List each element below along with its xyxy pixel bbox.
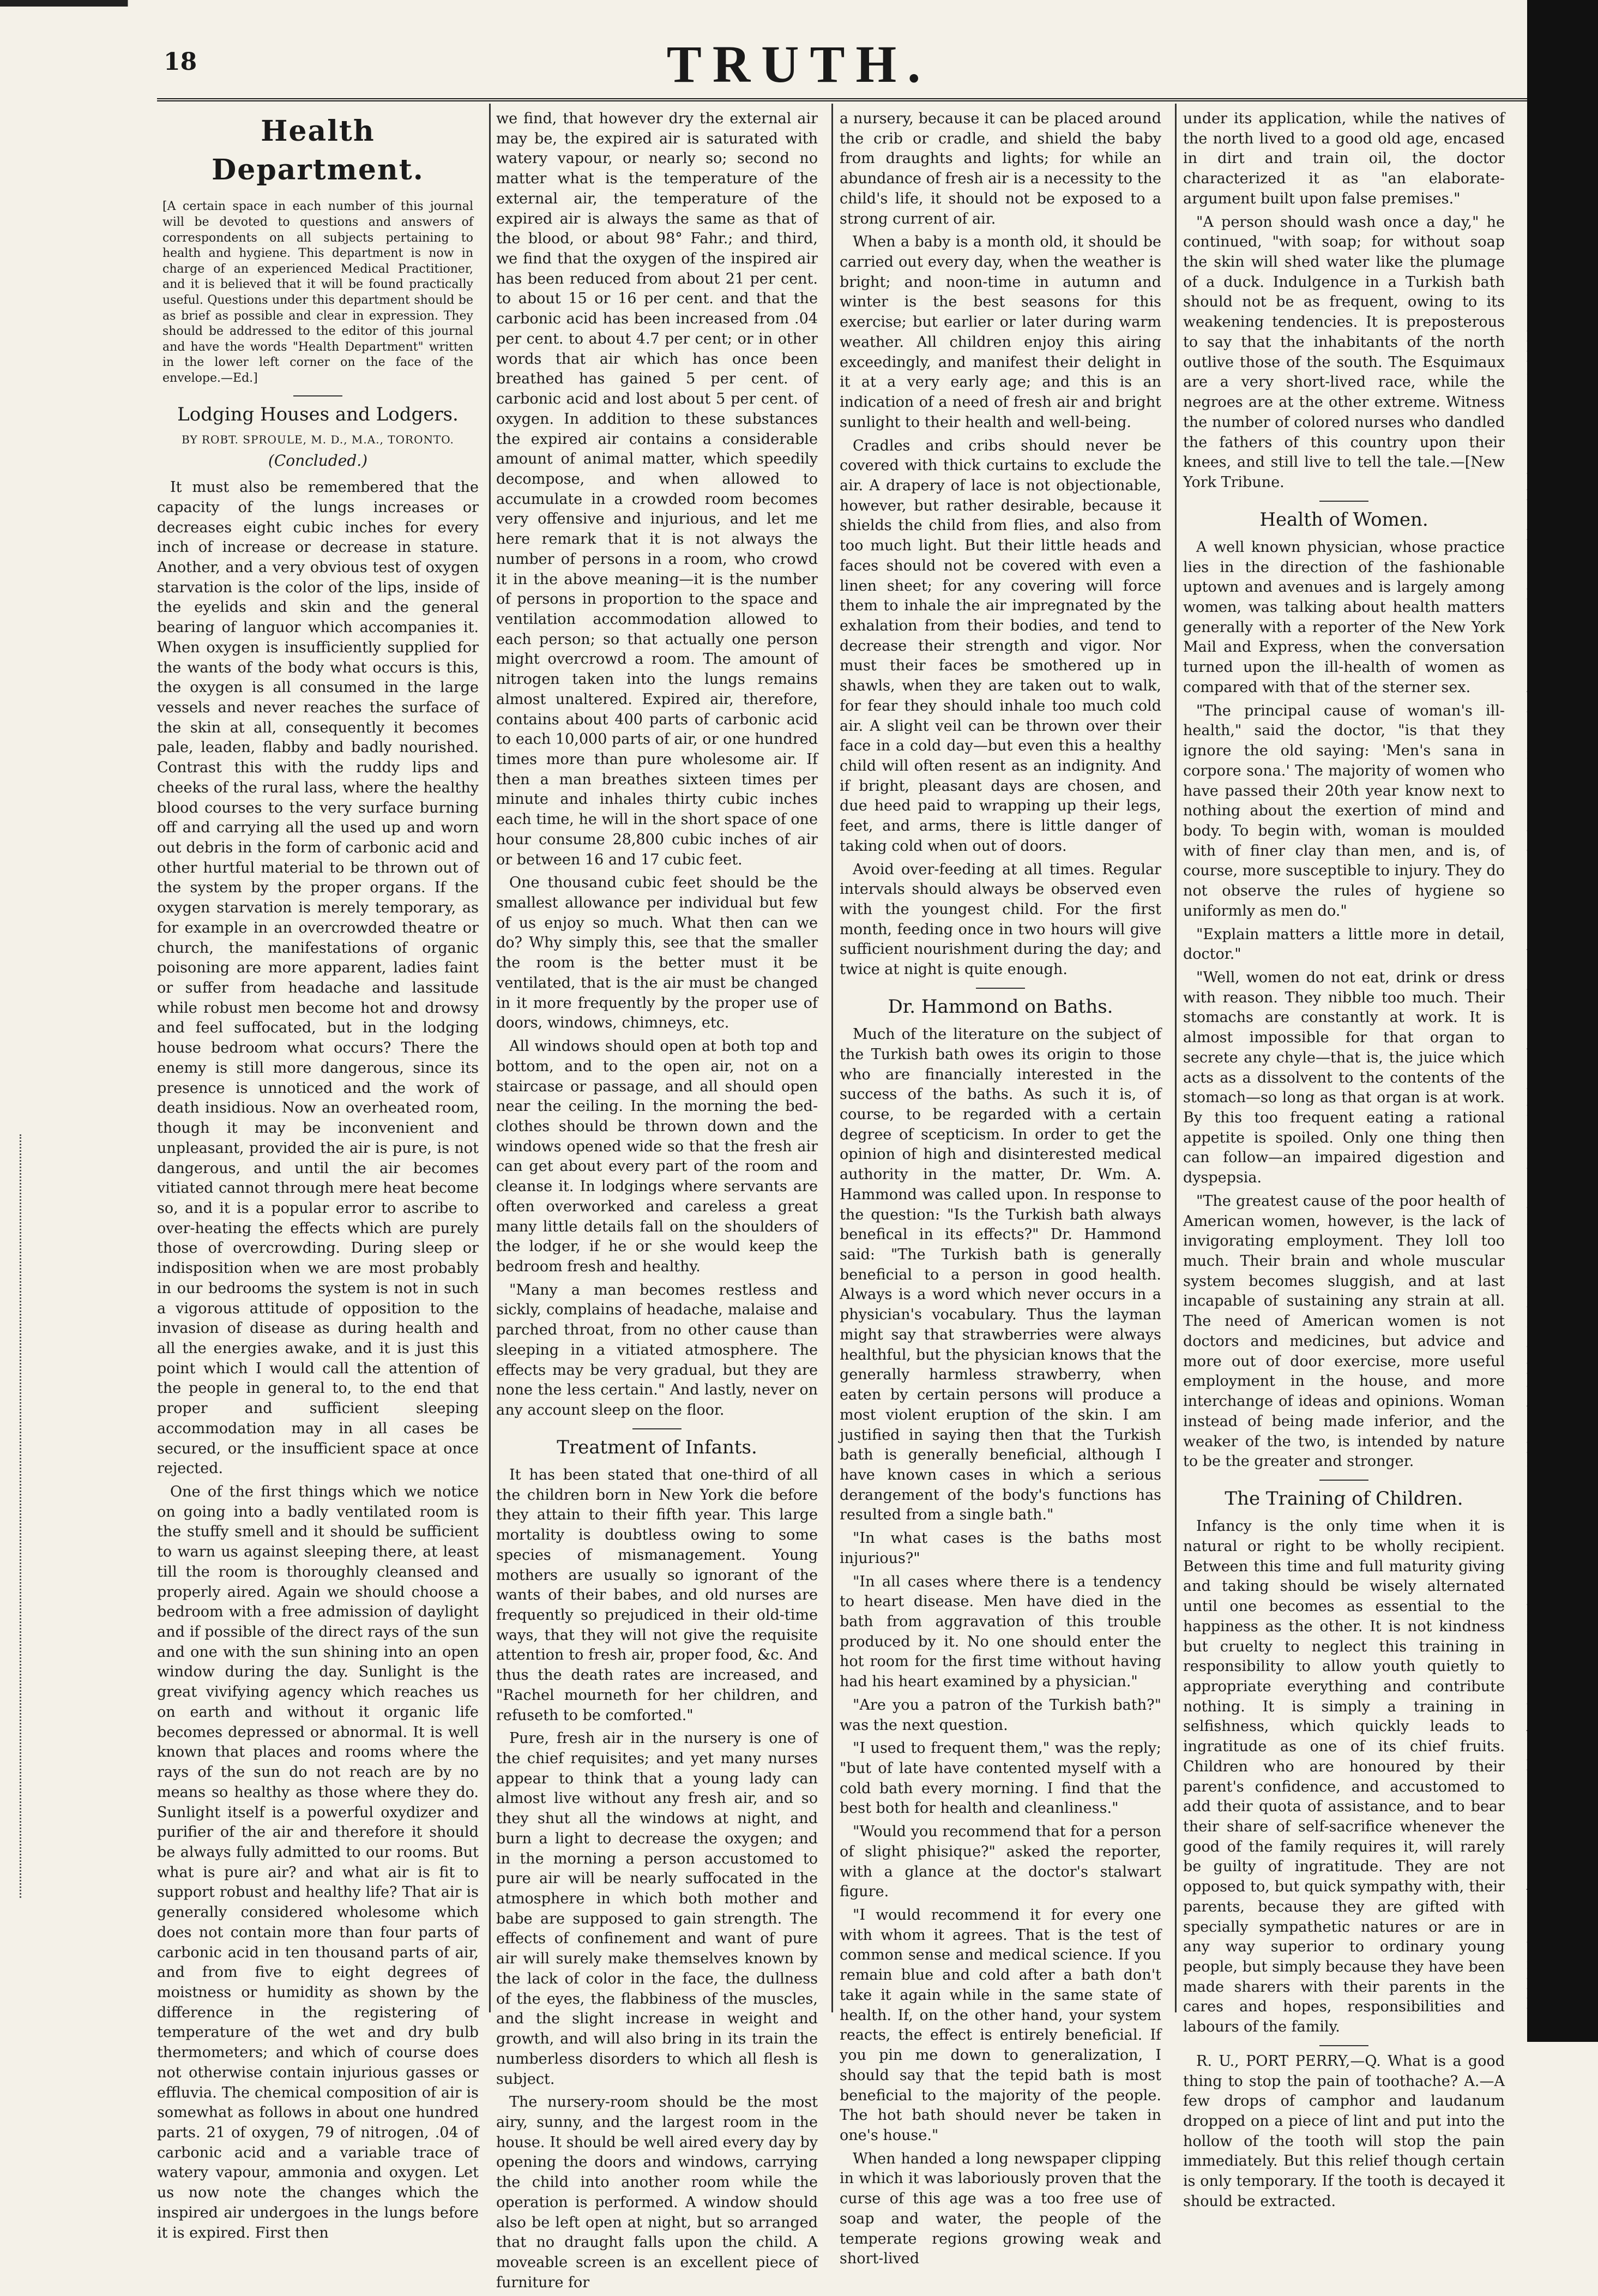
column-4 [1183,109,1505,2215]
paragraph: "Explain matters a little more in detail, doctor." [1183,925,1505,963]
paragraph: It has been stated that one-third of all the children born in New York die before they attain to their fifth year. This large mortality is doubtless owing to some species of mismanagement. Young mothers are usually so ignorant of the wants of their babes, and old nurses are frequently so prejudiced in their old-time ways, that they will not give the requisite attention to fresh air, proper food, &c. And thus the death rates are increased, and "Rachel mourneth for her children, and refuseth to be comforted." [496,1466,818,1724]
paragraph: Much of the literature on the subject of the Turkish bath owes its origin to those who are financially interested in the success of the baths. As such it is, of course, to be regarded with a certain degree of scepticism. In order to get the opinion of high and disinterested medical authority in the matter, Dr. Wm. A. Hammond was called upon. In response to the question: "Is the Turkish bath always benefical in its effects?" Dr. Hammond said: "The Turkish bath is generally beneficial to a person in good health. Always is a word which never occurs in a physician's vocabulary. Thus the layman might say that strawberries were always healthful, but the physician knows that the generally harmless strawberry, when eaten by certain persons will produce a most violent eruption of the skin. I am justified in saying then that the Turkish bath is generally beneficial, although I have known cases in which a serious derangement of the body's functions has resulted from a single bath." [840,1026,1161,1524]
paragraph: "In all cases where there is a tendency to heart disease. Men have died in the bath from aggravation of this trouble produced by it. No one should enter the hot room for the first time without having had his heart examined by a physician." [840,1573,1161,1691]
section-divider [1319,2045,1368,2046]
page-number: 18 [164,48,197,76]
article-title: Dr. Hammond on Baths. [888,995,1113,1018]
department-title: Health Department. [212,115,424,187]
header-rule [157,98,1553,101]
article-title: Treatment of Infants. [557,1436,757,1458]
column-2 [496,109,818,2296]
section-divider [632,1428,682,1429]
masthead: TRUTH. [666,35,932,93]
paragraph: "Well, women do not eat, drink or dress with reason. They nibble too much. Their stomachs are constantly at work. It is almost impossible for that organ to secrete any chyle—that is, the juice which acts as a dissolvent to the contents of the stomach—so long as that organ is at work. By this too frequent eating a rational appetite is spoiled. Only one thing then can follow—an impaired digestion and dyspepsia. [1183,969,1505,1187]
paragraph: "I would recommend it for every one with whom it agrees. That is the test of common sense and medical science. If you remain blue and cold after a bath don't take it again while in the same state of health. If, on the other hand, your system reacts, the effect is entirely beneficial. If you pin me down to generalization, I should say that the tepid bath is most beneficial to the majority of the people. The hot bath should never be taken in one's house." [840,1907,1161,2144]
paragraph: "A person should wash once a day," he continued, "with soap; for without soap the skin will shed water like the plumage of a duck. Indulgence in a Turkish bath should not be as frequent, owing to its weakening tendencies. It is preposterous to say that the inhabitants of the north outlive those of the south. The Esquimaux are a very short-lived race, while the negroes are at the other extreme. Witness the number of colored nurses who dandled the fathers of this country upon their knees, and still live to tell the tale.—[New York Tribune. [1183,213,1505,491]
paragraph: "I used to frequent them," was the reply; "but of late have contented myself with a cold bath every morning. I find that the best both for health and cleanliness." [840,1740,1161,1817]
paragraph: Cradles and cribs should never be covered with thick curtains to exclude the air. A drapery of lace is not objectionable, however, but rather desirable, because it shields the child from flies, and also from too much light. But their little heads and faces should not be covered with even a linen sheet; for any covering will force them to inhale the air impregnated by the exhalation from their bodies, and tend to decrease their strength and vigor. Nor must their faces be smothered up in shawls, when they are taken out to walk, for fear they should inhale too much cold air. A slight veil can be thrown over their face in a cold day—but even this a healthy child will often resent as an indignity. And if bright, pleasant days are chosen, and due heed paid to wrapping up their legs, feet, and arms, there is little danger of taking cold when out of doors. [840,437,1161,855]
qa-entry: R. U., PORT PERRY,—Q. What is a good thing to stop the pain of toothache? A.—A few drops of camphor and laudanum dropped on a piece of lint and put into the hollow of the tooth will stop the pain immediately. But this relief though certain is only temporary. If the tooth is decayed it should be extracted. [1183,2052,1505,2210]
paragraph: "Are you a patron of the Turkish bath?" was the next question. [840,1696,1161,1734]
top-edge-strip [0,0,1598,7]
paragraph: When a baby is a month old, it should be carried out every day, when the weather is bright; and noon-time in autumn and winter is the best seasons for this exercise; but earlier or later during warm weather. All children enjoy this airing exceedingly, and manifest their delight in it at a very early age; and this is an indication of a need of fresh air and bright sunlight to their health and well-being. [840,233,1161,431]
section-divider [293,395,342,396]
column-rule [489,104,491,2012]
page-gutter-shadow [1527,0,1598,2042]
paragraph: Infancy is the only time when it is natural or right to be wholly recipient. Between this time and full maturity giving and taking should be wisely alternated until one becomes as essential to the happiness as the other. It is not kindness but cruelty to neglect this training in responsibility to allow youth quietly to appropriate everything and contribute nothing. It is simply a training in selfishness, which quickly leads to ingratitude as one of its chief fruits. Children who are honoured by their parent's confidence, and accustomed to add their quota of assistance, and to bear their share of self-sacrifice whenever the good of the family requires it, will rarely be guilty of ingratitude. They are not opposed to, but quick sympathy with, their parents, because they are gifted with specially sympathetic natures or are in any way superior to ordinary young people, but simply because they have been made sharers with their parents in the cares and hopes, responsibilities and labours of the family. [1183,1518,1505,2036]
section-divider [976,988,1025,989]
paragraph: The nursery-room should be the most airy, sunny, and the largest room in the house. It should be well aired every day by opening the doors and windows, carrying the child into another room while the operation is performed. A window should also be left open at night, but so arranged that no draught falls upon the child. A moveable screen is an excellent piece of furniture for [496,2094,818,2291]
paragraph: we find, that however dry the external air may be, the expired air is saturated with watery vapour, or nearly so; second no matter what is the temperature of the external air, the temperature of the expired air is always the same as that of the blood, or about 98° Fahr.; and third, we find that the oxygen of the inspired air has been reduced from about 21 per cent. to about 15 or 16 per cent. and that the carbonic acid has been increased from .04 per cent. to about 4.7 per cent; or in other words that air which has once been breathed has gained 5 per cent. of carbonic acid and lost about 5 per cent. of oxygen. In addition to these substances the expired air contains a considerable amount of animal matter, which speedily decompose, and when allowed to accumulate in a crowded room becomes very offensive and injurious, and let me here remark that it is not always the number of persons in a room, who crowd it in the above meaning—it is the number of persons in proportion to the space and ventilation accommodation allowed to each person; so that actually one person might overcrowd a room. The amount of nitrogen taken into the lungs remains almost unaltered. Expired air, therefore, contains about 400 parts of carbonic acid to each 10,000 parts of air, or one hundred times more than pure wholesome air. If then a man breathes sixteen times per minute and inhales thirty cubic inches each time, he will in the short space of one hour consume 28,800 cubic inches of air or between 16 and 17 cubic feet. [496,110,818,868]
section-divider [1319,1480,1368,1481]
margin-marks [20,1134,27,1898]
paragraph: One thousand cubic feet should be the smallest allowance per individual but few of us enjoy so much. What then can we do? Why simply this, see that the smaller the room is the better must it be ventilated, that is the air must be changed in it more frequently by the proper use of doors, windows, chimneys, etc. [496,874,818,1032]
column-3 [840,109,1161,2273]
paragraph: "In what cases is the baths most injurious?" [840,1530,1161,1567]
column-rule [1175,104,1177,2012]
column-rule [831,104,833,2012]
article-title: Health of Women. [1259,508,1428,531]
paragraph: All windows should open at both top and bottom, and to the open air, not on a staircase or passage, and all should open near the ceiling. In the morning the bed-clothes should be thrown down and the windows opened wide so that the fresh air can get about every part of the room and cleanse it. In lodgings where servants are often overworked and careless a great many little details fall on the shoulders of the lodger, if he or she would keep the bedroom fresh and healthy. [496,1038,818,1275]
paragraph: "The greatest cause of the poor health of American women, however, is the lack of invigorating employment. They loll too much. Their brain and whole muscular system becomes sluggish, and at last incapable of sustaining any strain at all. The need of American women is not doctors and medicines, but advice and more out of door exercise, more useful employment in the house, and more interchange of ideas and opinions. Woman instead of being made inferior, and the weaker of the two, is intended by nature to be the greater and stronger. [1183,1192,1505,1470]
paragraph: "Would you recommend that for a person of slight phisique?" asked the reporter, with a glance at the doctor's stalwart figure. [840,1823,1161,1901]
editor-note: [A certain space in each number of this journal will be devoted to questions and answers of correspondents on all subjects pertaining to health and hygiene. This department is now in charge of an experienced Medical Practitioner, and it is believed that it will be found practically useful. Questions under this department should be as brief as possible and clear in expression. They should be addressed to the editor of this journal and have the words "Health Department" written in the lower left corner on the face of the envelope.—Ed.] [162,200,473,385]
concluded-note: (Concluded.) [268,451,368,470]
paragraph: "The principal cause of woman's ill-health," said the doctor, "is that they ignore the old saying: 'Men's sana in corpore sona.' The majority of women who have passed their 20th year know next to nothing about the exertion of mind and body. To begin with, woman is moulded with of finer clay than men, and is, of course, more susceptible to injury. They do not observe the rules of hygiene so uniformly as men do." [1183,702,1505,919]
paragraph: It must also be remembered that the capacity of the lungs increases or decreases eight cubic inches for every inch of increase or decrease in stature. Another, and a very obvious test of oxygen starvation is the color of the lips, inside of the eyelids and skin and the general bearing of languor which accompanies it. When oxygen is insufficiently supplied for the wants of the body what occurs is this, the oxygen is all consumed in the large vessels and never reaches the surface of the skin at all, consequently it becomes pale, leaden, flabby and badly nourished. Contrast this with the ruddy lips and cheeks of the rural lass, where the healthy blood courses to the very surface burning off and carrying all the used up and worn out debris in the form of carbonic acid and other hurtful material to be thrown out of the system by the proper organs. If the oxygen starvation is merely temporary, as for example in an overcrowded theatre or church, the manifestations of organic poisoning are more apparent, ladies faint or suffer from headache and lassitude while robust men become hot and drowsy and feel suffocated, but in the lodging house bedroom what occurs? There the enemy is still more dangerous, since its presence is unnoticed and the work of death insidious. Now an overheated room, though it may be inconvenient and unpleasant, provided the air is pure, is not dangerous, and until the air becomes vitiated cannot through mere heat become so, and it is a popular error to ascribe to over-heating the effects which are purely those of overcrowding. During sleep or indisposition when we are most probably in our bedrooms the system is not in such a vigorous attitude of opposition to the invasion of disease as during health and all the energies awake, and it is just this point which I would call the attention of the people in general to, to the end that proper and sufficient sleeping accommodation may in all cases be secured, or the insufficient space at once rejected. [157,479,479,1477]
byline: BY ROBT. SPROULE, M. D., M.A., TORONTO. [182,432,454,446]
paragraph: When handed a long newspaper clipping in which it was laboriously proven that the curse of this age was a too free use of soap and water, the people of the temperate regions growing weak and short-lived [840,2150,1161,2268]
paragraph: Avoid over-feeding at all times. Regular intervals should always be observed even with the youngest child. For the first month, feeding once in two hours will give sufficient nourishment during the day; and twice at night is quite enough. [840,861,1161,978]
column-1 [157,109,479,2246]
paragraph: A well known physician, whose practice lies in the direction of the fashionable uptown and avenues and is largely among women, was talking about health matters generally with a reporter of the New York Mail and Express, when the conversation turned upon the ill-health of women as compared with that of the sterner sex. [1183,538,1505,696]
paragraph: "Many a man becomes restless and sickly, complains of headache, malaise and parched throat, from no other cause than sleeping in a vitiated atmosphere. The effects may be very gradual, but they are none the less certain." And lastly, never on any account sleep on the floor. [496,1281,818,1419]
section-divider [1319,501,1368,502]
paragraph: Pure, fresh air in the nursery is one of the chief requisites; and yet many nurses appear to think that a young lady can almost live without any fresh air, and so they shut all the windows at night, and burn a light to decrease the oxygen; and in the morning a person accustomed to pure air will be nearly suffocated in the atmosphere in which both mother and babe are supposed to gain strength. The effects of confinement and want of pure air will surely make themselves known by the lack of color in the face, the dullness of the eyes, the flabbiness of the muscles, and the slight increase in weight and growth, and will also bring in its train the numberless disorders to which all flesh is subject. [496,1730,818,2088]
paragraph: a nursery, because it can be placed around the crib or cradle, and shield the baby from draughts and lights; for while an abundance of fresh air is a necessity to the child's life, it should not be exposed to a strong current of air. [840,110,1161,227]
article-title: Lodging Houses and Lodgers. [177,403,459,425]
paragraph: One of the first things which we notice on going into a badly ventilated room is the stuffy smell and it should be sufficient to warn us against sleeping there, at least till the room is thoroughly cleansed and properly aired. Again we should choose a bedroom with a free admission of daylight and if possible of the direct rays of the sun and one with the sun shining into an open window during the day. Sunlight is the great vivifying agency which reaches us on earth and without it organic life becomes depressed or abnormal. It is well known that places and rooms where the rays of the sun do not reach are by no means so healthy as those where they do. Sunlight itself is a powerful oxydizer and purifier of the air and therefore it should be always fully admitted to our rooms. But what is pure air? and what air is fit to support robust and healthy life? That air is generally considered wholesome which does not contain more than four parts of carbonic acid in ten thousand parts of air, and from five to eight degrees of moistness or humidity as shown by the difference in the registering of temperature of the wet and dry bulb thermometers; and which of course does not otherwise contain injurious gasses or effluvia. The chemical composition of air is somewhat as follows in about one hundred parts. 21 of oxygen, 79 of nitrogen, .04 of carbonic acid and a variable trace of watery vapour, ammonia and oxygen. Let us now note the changes which the inspired air undergoes in the lungs before it is expired. First then [157,1483,479,2241]
paragraph: under its application, while the natives of the north lived to a good old age, encased in dirt and train oil, the doctor characterized it as "an elaborate-argument built upon false premises." [1183,110,1505,207]
article-title: The Training of Children. [1225,1487,1463,1510]
